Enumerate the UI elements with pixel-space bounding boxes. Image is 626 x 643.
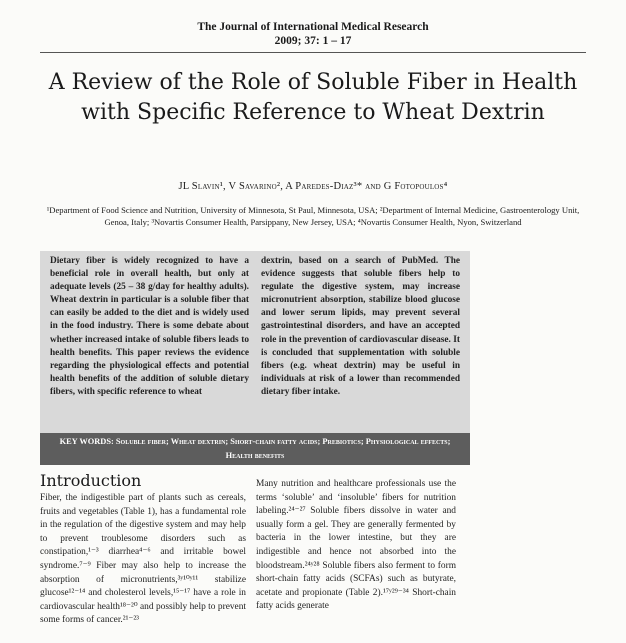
abstract-column-1: Dietary fiber is widely recognized to have a beneficial role in overall health, but only at adequate levels (25 – 38 g/day for healthy adults). Wheat dextrin in particular is a soluble fiber that can easily be added to the diet and is widely used in the food industry. There is some debate about whether increased intake of soluble fibers leads to health benefits. This paper reviews the evidence regarding the physiological effects and potential health benefits of the addition of soluble dietary fibers, with specific reference to wheat <box>50 256 249 397</box>
header-rule <box>40 52 586 53</box>
introduction-right-column: Many nutrition and healthcare professionals use the terms ‘soluble’ and ‘insoluble’ fibers for nutrition labeling.²⁴⁻²⁷ Soluble fibers dissolve in water and usually form a gel. They are generally fermented by bacteria in the lower intestine, but they are indigestible and hence not absorbed into the bloodstream.²⁴ʸ²⁸ Soluble fibers also ferment to form short-chain fatty acids (SCFAs) such as butyrate, acetate and propionate (Table 2).¹⁷ʸ²⁹⁻³⁴ Short-chain fatty acids generate <box>256 479 456 612</box>
journal-header <box>40 20 586 48</box>
keywords-terms: Soluble fiber; Wheat dextrin; Short-chain fatty acids; Prebiotics; Physiological effects; Health benefits <box>115 437 451 460</box>
introduction-heading: Introduction <box>40 471 142 490</box>
keywords-bar <box>40 433 470 465</box>
journal-issue: 2009; 37: 1 – 17 <box>274 35 352 47</box>
abstract-box <box>40 251 470 433</box>
author-list: JL Slavin¹, V Savarino², A Paredes-Diaz³* and G Fotopoulos⁴ <box>178 181 448 192</box>
keywords-label: KEY WORDS: <box>59 437 114 446</box>
paper-title: A Review of the Role of Soluble Fiber in Health with Specific Reference to Wheat Dextrin <box>48 70 578 125</box>
journal-name: The Journal of International Medical Research <box>197 21 429 33</box>
introduction-left-column: Fiber, the indigestible part of plants such as cereals, fruits and vegetables (Table 1), has a fundamental role in the regulation of the digestive system and may help to prevent troublesome disorders such as constipation,¹⁻³ diarrhea⁴⁻⁶ and irritable bowel syndrome.⁷⁻⁹ Fiber may also help to increase the absorption of micronutrients,³ʸ¹⁰ʸ¹¹ stabilize glucose¹²⁻¹⁴ and cholesterol levels,¹⁵⁻¹⁷ have a role in cardiovascular health¹⁸⁻²⁰ and possibly help to prevent some forms of cancer.²¹⁻²³ <box>40 493 246 626</box>
affiliations: ¹Department of Food Science and Nutrition, University of Minnesota, St Paul, Minnesota, USA; ²Department of Internal Medicine, Gastroenterology Unit, Genoa, Italy; ³Novartis Consumer Health, Parsippany, New Jersey, USA; ⁴Novartis Consumer Health, Nyon, Switzerland <box>46 205 580 227</box>
abstract-column-2: dextrin, based on a search of PubMed. The evidence suggests that soluble fibers help to regulate the digestive system, may increase micronutrient absorption, stabilize blood glucose and lower serum lipids, may prevent several gastrointestinal disorders, and have an accepted role in the prevention of cardiovascular disease. It is concluded that supplementation with soluble fibers (e.g. wheat dextrin) may be useful in individuals at risk of a lower than recommended dietary fiber intake. <box>261 256 460 397</box>
